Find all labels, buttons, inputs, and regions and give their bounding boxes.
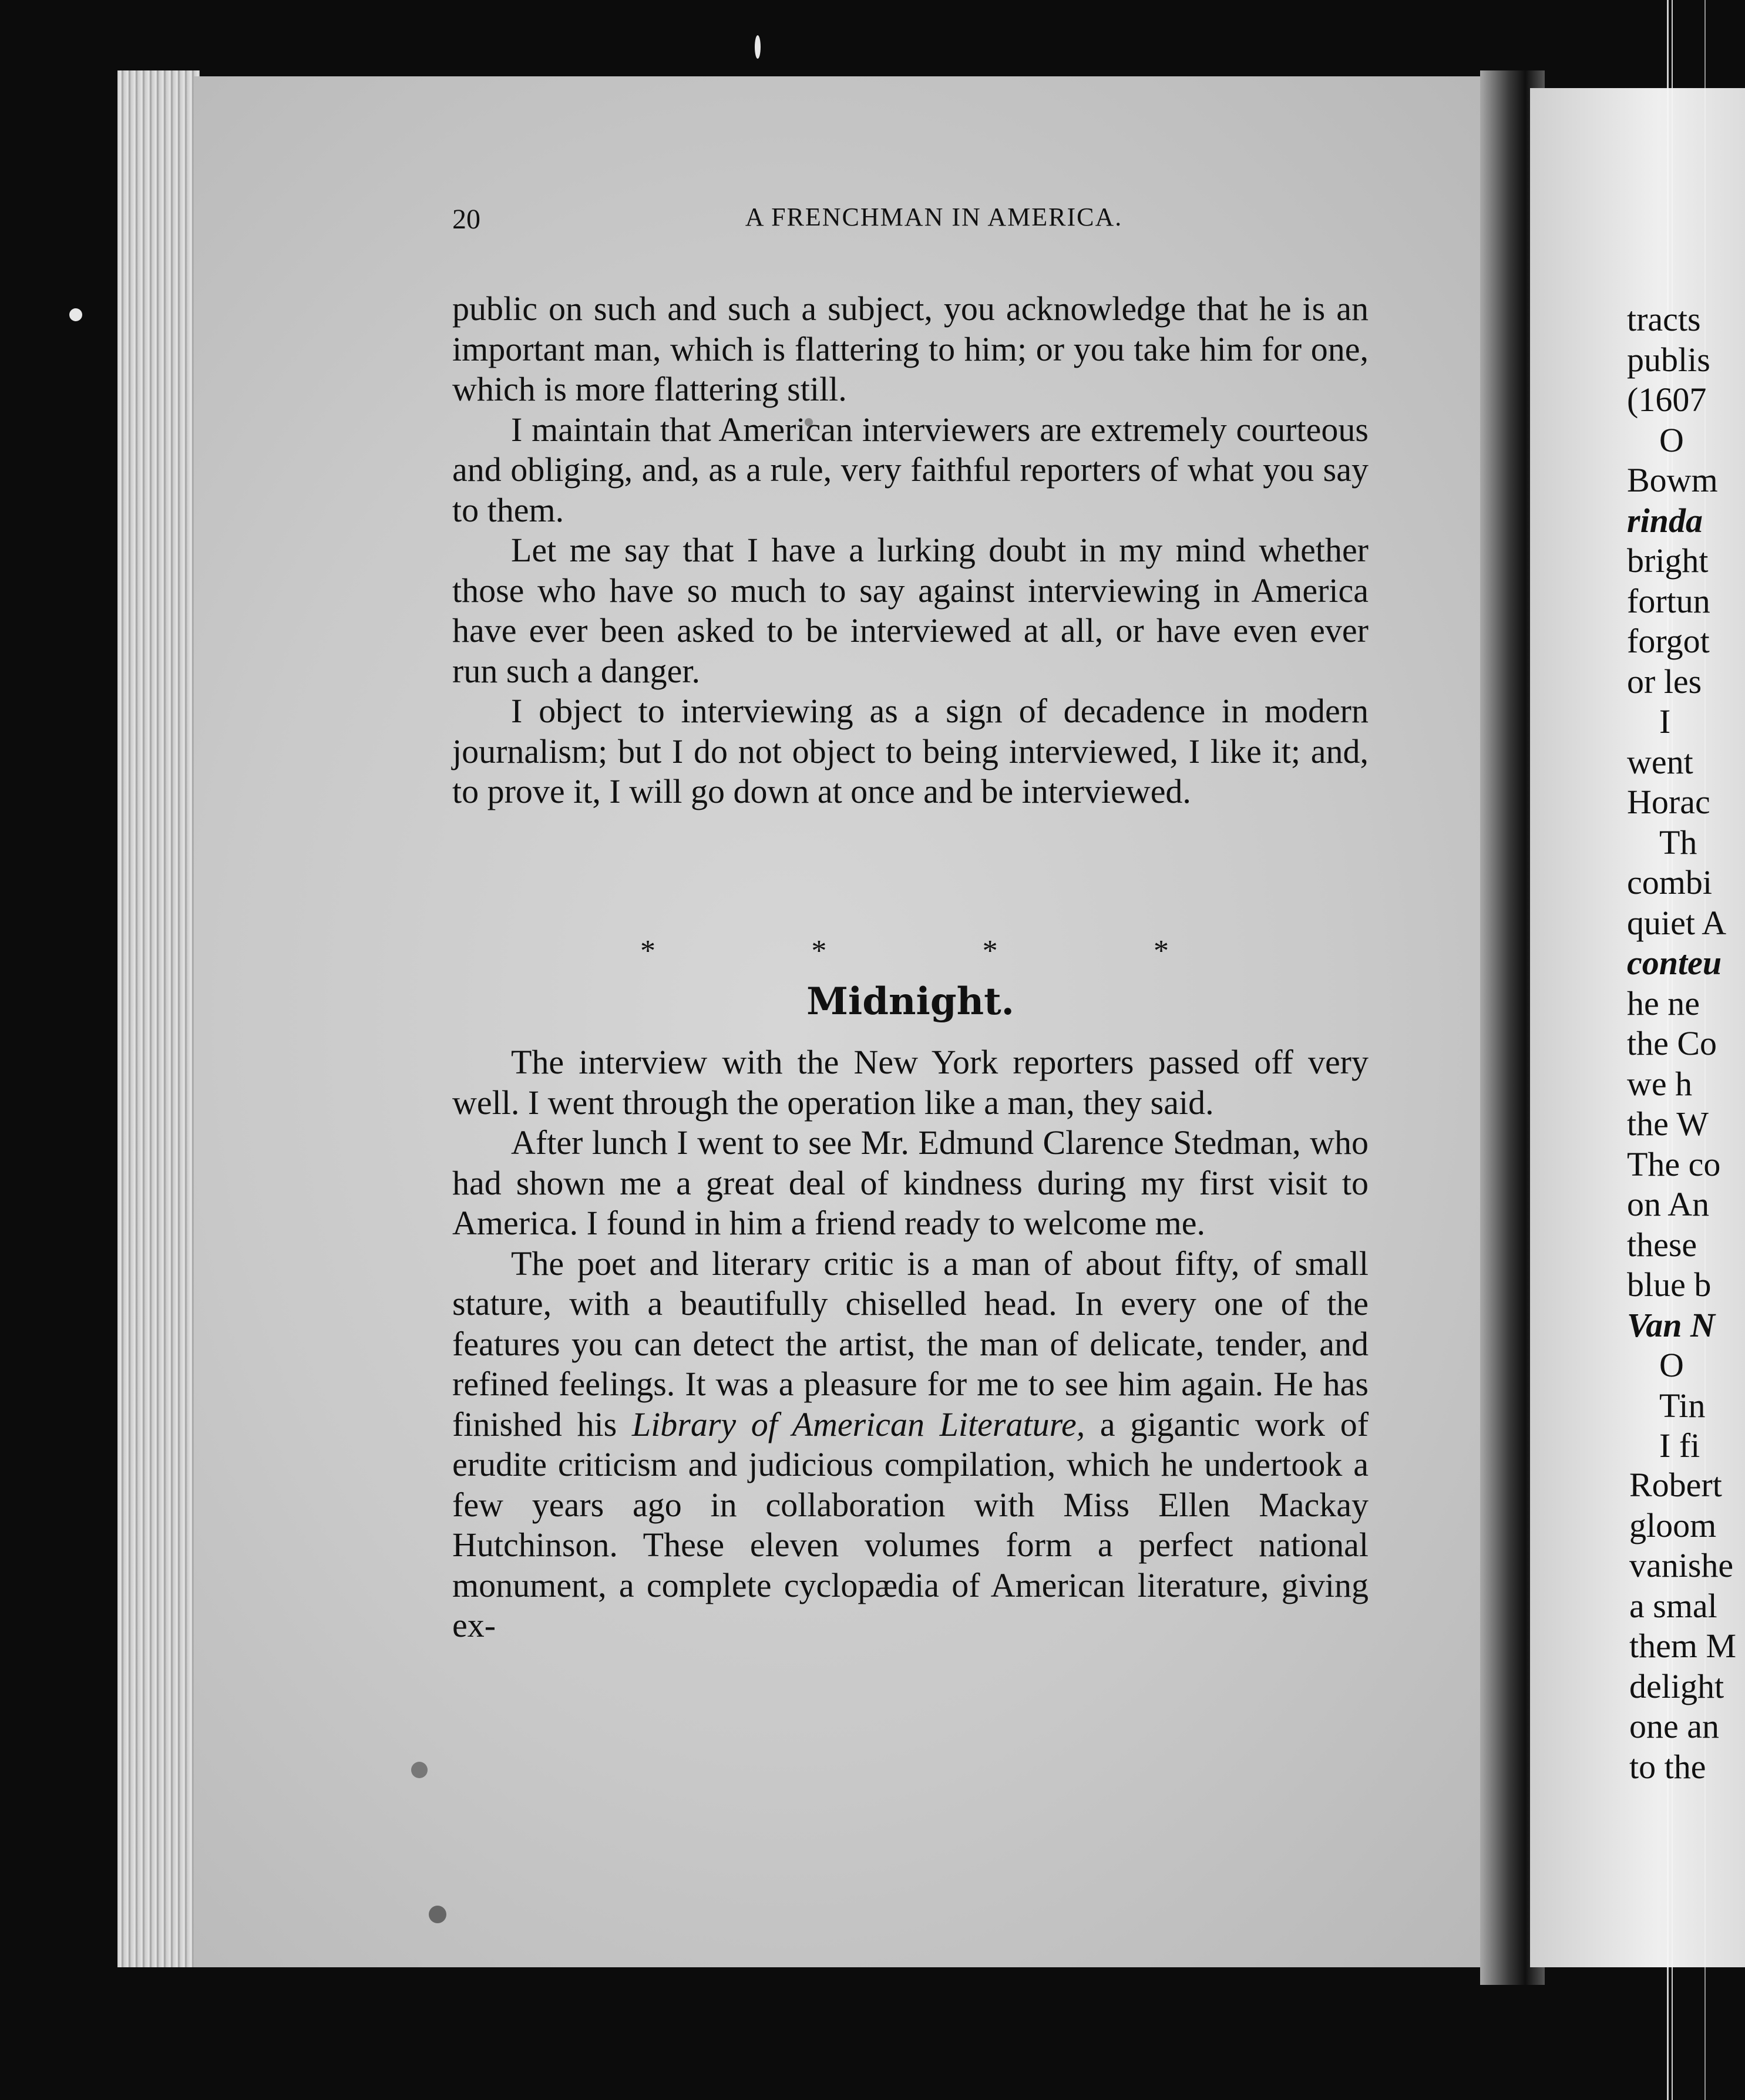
dust-speck <box>429 1906 446 1923</box>
dust-speck <box>755 35 761 59</box>
running-head: A FRENCHMAN IN AMERICA. <box>745 203 1123 231</box>
fragment-line: conteu <box>1627 944 1722 982</box>
fragment-line: rinda <box>1627 501 1703 540</box>
fragment-line: them M <box>1629 1627 1737 1665</box>
fragment-line: combi <box>1627 863 1712 901</box>
fragment-line: quiet A <box>1627 903 1727 942</box>
section-separator <box>640 934 1169 968</box>
fragment-line: The co <box>1627 1145 1721 1183</box>
section-heading: Midnight. <box>806 980 1014 1024</box>
paragraph-text: The interview with the New York reporters passed off very well. I went through the operation like a man, they said. <box>452 1043 1369 1122</box>
right-page-text-lower <box>1629 1465 1745 1787</box>
fragment-line: O <box>1659 1346 1684 1384</box>
paragraph-text: After lunch I went to see Mr. Edmund Clarence Stedman, who had shown me a great deal of kindness during my first visit to America. I found in him a friend ready to welcome me. <box>452 1123 1369 1242</box>
fragment-line: Horac <box>1627 783 1710 821</box>
fragment-line: I <box>1659 702 1671 741</box>
fragment-line: he ne <box>1627 984 1700 1022</box>
fragment-line: Robert <box>1629 1466 1722 1504</box>
body-text-top <box>452 289 1369 812</box>
fragment-line: fortun <box>1627 581 1710 620</box>
dust-speck <box>69 308 82 321</box>
separator-asterisk: * <box>982 934 998 968</box>
separator-asterisk: * <box>811 934 827 968</box>
fragment-line: tracts <box>1627 300 1701 338</box>
paragraph: I maintain that American interviewers are extremely courteous and obliging, and, as a rule, very faithful reporters of what you say to them. <box>452 410 1369 529</box>
fragment-line: (1607 <box>1627 381 1707 419</box>
fragment-line: we h <box>1627 1064 1693 1103</box>
paragraph: I object to interviewing as a sign of decadence in modern journalism; but I do not object to being interviewed, I like it; and, to prove it, I will go down at once and be interviewed. <box>452 692 1369 810</box>
separator-asterisk: * <box>1153 934 1169 968</box>
fragment-line: forgot <box>1627 622 1710 660</box>
paragraph <box>452 1244 1369 1646</box>
fragment-line: bright <box>1627 541 1709 580</box>
fragment-line: vanishe <box>1629 1546 1734 1584</box>
page-number: 20 <box>452 204 480 235</box>
fragment-line: Tin <box>1659 1386 1706 1425</box>
fragment-line: one an <box>1629 1707 1719 1745</box>
fragment-line: went <box>1627 742 1693 781</box>
paragraph <box>452 1042 1369 1123</box>
fragment-line: gloom <box>1629 1506 1717 1544</box>
paragraph: public on such and such a subject, you acknowledge that he is an important man, which is flattering to him; or you take him for one, which is more flattering still. <box>452 290 1369 408</box>
paragraph <box>452 1123 1369 1244</box>
fragment-line: I fi <box>1659 1426 1700 1465</box>
fragment-line: O <box>1659 420 1684 459</box>
paragraph: Let me say that I have a lurking doubt in my mind whether those who have so much to say against interviewing in America have ever been asked to be interviewed at all, or have even ever run such a danger. <box>452 531 1369 690</box>
page-edges <box>117 70 200 1967</box>
paragraph-text: a gigantic work of erudite criticism and judicious compilation, which he undertook a few years ago in collaboration with Miss Ellen Mackay Hutchinson. These eleven volumes form a perfect national monument, a complete cyclopædia of American literature, giving ex- <box>452 1405 1369 1644</box>
fragment-line: publis <box>1627 340 1710 379</box>
fragment-line: on An <box>1627 1185 1710 1223</box>
fragment-line: these <box>1627 1225 1697 1264</box>
book-title-italic: Library of American Literature, <box>631 1405 1085 1443</box>
fragment-line: Van N <box>1627 1305 1715 1344</box>
fragment-line: blue b <box>1627 1266 1712 1304</box>
fragment-line: Th <box>1659 823 1697 861</box>
fragment-line: or les <box>1627 662 1702 701</box>
separator-asterisk: * <box>640 934 655 968</box>
fragment-line: Bowm <box>1627 461 1718 499</box>
dust-speck <box>411 1762 428 1778</box>
paragraph-text: The poet and literary critic is a man of about fifty, of small stature, with a beautifully chiselled head. In every one of the features you can detect the artist, the man of delicate, tender, and refined feelings. It was a pleasure for me to see him again. He has finished his <box>452 1244 1369 1443</box>
body-text-bottom <box>452 1042 1369 1646</box>
fragment-line: to the <box>1629 1747 1706 1786</box>
right-page-text <box>1627 299 1745 1466</box>
fragment-line: the W <box>1627 1105 1709 1143</box>
fragment-line: delight <box>1629 1667 1724 1705</box>
fragment-line: the Co <box>1627 1024 1717 1062</box>
fragment-line: a smal <box>1629 1586 1717 1625</box>
